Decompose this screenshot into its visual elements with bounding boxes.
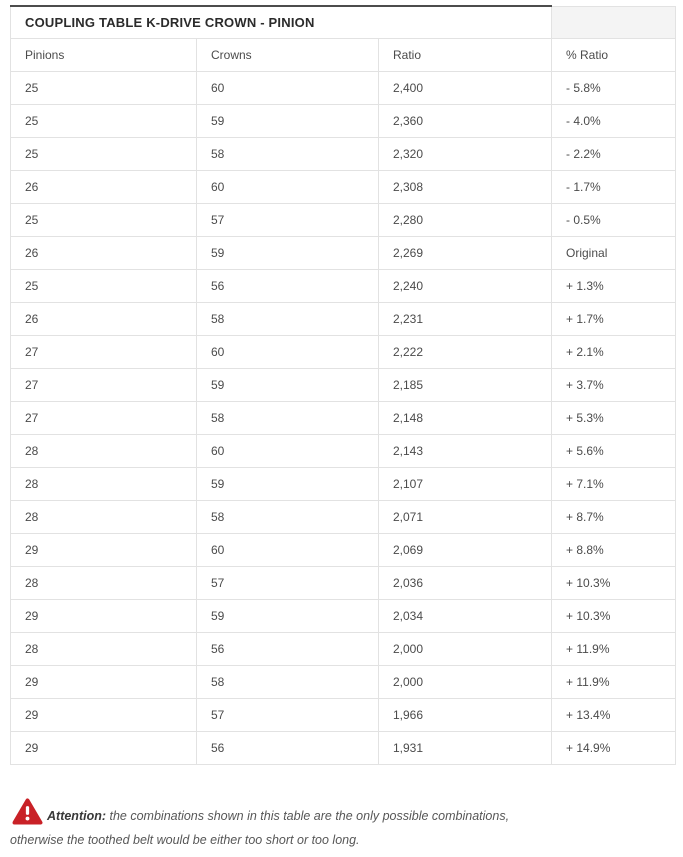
table-row xyxy=(11,368,676,401)
table-cell: 60 xyxy=(197,533,379,566)
table-cell: 60 xyxy=(197,170,379,203)
table-title: COUPLING TABLE K-DRIVE CROWN - PINION xyxy=(11,6,552,38)
table-row xyxy=(11,302,676,335)
table-header-row xyxy=(11,38,676,71)
table-cell: 27 xyxy=(11,368,197,401)
table-cell: 28 xyxy=(11,467,197,500)
table-cell: 2,269 xyxy=(379,236,552,269)
warning-triangle-icon xyxy=(12,797,43,831)
table-cell: 28 xyxy=(11,500,197,533)
column-header-crowns: Crowns xyxy=(197,38,379,71)
table-row xyxy=(11,731,676,764)
table-cell: + 7.1% xyxy=(552,467,676,500)
table-row xyxy=(11,71,676,104)
table-row xyxy=(11,137,676,170)
table-cell: 2,143 xyxy=(379,434,552,467)
table-row xyxy=(11,467,676,500)
table-cell: 60 xyxy=(197,434,379,467)
table-cell: + 5.6% xyxy=(552,434,676,467)
table-row xyxy=(11,500,676,533)
table-cell: 58 xyxy=(197,137,379,170)
table-row xyxy=(11,104,676,137)
table-cell: 59 xyxy=(197,104,379,137)
attention-note xyxy=(10,797,510,850)
table-cell: 58 xyxy=(197,401,379,434)
table-cell: 25 xyxy=(11,203,197,236)
table-cell: 29 xyxy=(11,731,197,764)
table-cell: + 1.3% xyxy=(552,269,676,302)
table-cell: 2,231 xyxy=(379,302,552,335)
table-cell: 25 xyxy=(11,104,197,137)
table-cell: 59 xyxy=(197,599,379,632)
table-cell: 2,308 xyxy=(379,170,552,203)
table-cell: 1,966 xyxy=(379,698,552,731)
table-cell: 60 xyxy=(197,71,379,104)
table-row xyxy=(11,599,676,632)
table-cell: 28 xyxy=(11,632,197,665)
table-cell: + 10.3% xyxy=(552,566,676,599)
table-cell: + 11.9% xyxy=(552,632,676,665)
table-cell: 26 xyxy=(11,302,197,335)
table-cell: + 2.1% xyxy=(552,335,676,368)
table-cell: + 13.4% xyxy=(552,698,676,731)
table-title-row xyxy=(11,6,676,38)
table-cell: + 11.9% xyxy=(552,665,676,698)
table-cell: 2,034 xyxy=(379,599,552,632)
table-cell: 2,222 xyxy=(379,335,552,368)
table-cell: 57 xyxy=(197,203,379,236)
table-cell: 27 xyxy=(11,401,197,434)
table-cell: 58 xyxy=(197,302,379,335)
table-cell: 2,240 xyxy=(379,269,552,302)
table-cell: 29 xyxy=(11,599,197,632)
table-cell: 25 xyxy=(11,71,197,104)
table-cell: 2,107 xyxy=(379,467,552,500)
table-cell: 56 xyxy=(197,731,379,764)
table-cell: + 5.3% xyxy=(552,401,676,434)
table-cell: 25 xyxy=(11,137,197,170)
table-cell: 57 xyxy=(197,698,379,731)
table-cell: 2,036 xyxy=(379,566,552,599)
attention-text-line1: the combinations shown in this table are the only possible combinations, xyxy=(109,808,510,823)
table-row xyxy=(11,335,676,368)
table-cell: 28 xyxy=(11,566,197,599)
table-cell: + 8.8% xyxy=(552,533,676,566)
table-cell: 60 xyxy=(197,335,379,368)
table-cell: 26 xyxy=(11,170,197,203)
table-cell: 2,320 xyxy=(379,137,552,170)
attention-text-line2: otherwise the toothed belt would be either too short or too long. xyxy=(10,832,360,847)
coupling-table xyxy=(10,5,676,765)
table-cell: 59 xyxy=(197,236,379,269)
table-cell: + 3.7% xyxy=(552,368,676,401)
column-header-ratio: Ratio xyxy=(379,38,552,71)
column-header-pinions: Pinions xyxy=(11,38,197,71)
table-cell: + 10.3% xyxy=(552,599,676,632)
table-cell: - 4.0% xyxy=(552,104,676,137)
table-row xyxy=(11,401,676,434)
table-cell: 2,069 xyxy=(379,533,552,566)
table-row xyxy=(11,698,676,731)
table-row xyxy=(11,533,676,566)
table-cell: 29 xyxy=(11,698,197,731)
column-header-ratio: % Ratio xyxy=(552,38,676,71)
table-cell: 56 xyxy=(197,269,379,302)
table-row xyxy=(11,566,676,599)
table-row xyxy=(11,170,676,203)
table-cell: + 1.7% xyxy=(552,302,676,335)
table-cell: Original xyxy=(552,236,676,269)
table-cell: 59 xyxy=(197,368,379,401)
table-cell: - 2.2% xyxy=(552,137,676,170)
table-cell: - 5.8% xyxy=(552,71,676,104)
table-cell: 2,000 xyxy=(379,665,552,698)
table-title-spacer-cell xyxy=(552,6,676,38)
table-cell: 2,360 xyxy=(379,104,552,137)
table-cell: 59 xyxy=(197,467,379,500)
table-cell: 57 xyxy=(197,566,379,599)
table-cell: 27 xyxy=(11,335,197,368)
table-cell: 29 xyxy=(11,533,197,566)
table-cell: 2,148 xyxy=(379,401,552,434)
table-cell: + 14.9% xyxy=(552,731,676,764)
table-cell: 2,400 xyxy=(379,71,552,104)
table-row xyxy=(11,665,676,698)
table-cell: 1,931 xyxy=(379,731,552,764)
table-body xyxy=(11,71,676,764)
attention-label: Attention: xyxy=(47,808,107,823)
table-cell: 2,071 xyxy=(379,500,552,533)
table-cell: - 0.5% xyxy=(552,203,676,236)
table-cell: 2,000 xyxy=(379,632,552,665)
table-row xyxy=(11,203,676,236)
table-cell: + 8.7% xyxy=(552,500,676,533)
table-cell: 58 xyxy=(197,500,379,533)
table-cell: - 1.7% xyxy=(552,170,676,203)
table-cell: 56 xyxy=(197,632,379,665)
table-cell: 25 xyxy=(11,269,197,302)
table-cell: 58 xyxy=(197,665,379,698)
table-cell: 2,185 xyxy=(379,368,552,401)
table-cell: 29 xyxy=(11,665,197,698)
table-cell: 28 xyxy=(11,434,197,467)
table-row xyxy=(11,236,676,269)
table-row xyxy=(11,269,676,302)
table-cell: 26 xyxy=(11,236,197,269)
table-row xyxy=(11,434,676,467)
table-row xyxy=(11,632,676,665)
table-cell: 2,280 xyxy=(379,203,552,236)
